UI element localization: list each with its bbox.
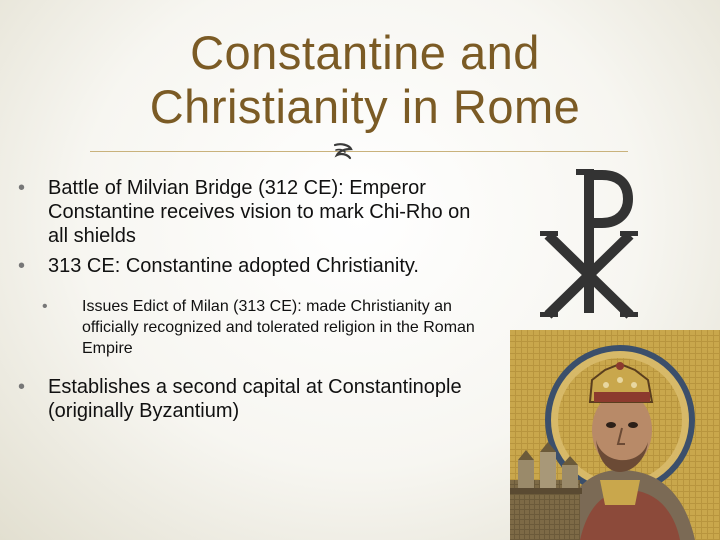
sub-bullet-item <box>18 296 488 359</box>
swirl-ornament-icon <box>331 141 355 163</box>
bullet-item <box>18 375 488 423</box>
bullet-marker: • <box>42 298 48 315</box>
bullet-marker: • <box>18 177 26 199</box>
chi-rho-symbol <box>538 165 638 320</box>
bullet-item <box>18 254 488 278</box>
title-divider <box>90 151 628 152</box>
constantine-mosaic <box>510 330 720 540</box>
bullet-text: 313 CE: Constantine adopted Christianity. <box>48 255 419 277</box>
bullet-text: Establishes a second capital at Constantinople (originally Byzantium) <box>48 376 462 422</box>
bullet-marker: • <box>18 376 26 398</box>
bullet-marker: • <box>18 255 26 277</box>
bullet-list <box>18 176 488 429</box>
title-line-1: Constantine and <box>190 26 540 79</box>
bullet-text: Issues Edict of Milan (313 CE): made Christianity an officially recognized and tolerated religion in the Roman Empire <box>82 298 475 357</box>
bullet-item <box>18 176 488 248</box>
slide-title <box>100 26 630 134</box>
title-line-2: Christianity in Rome <box>149 80 581 133</box>
bullet-text: Battle of Milvian Bridge (312 CE): Emperor Constantine receives vision to mark Chi-Rho on all shields <box>48 177 471 247</box>
